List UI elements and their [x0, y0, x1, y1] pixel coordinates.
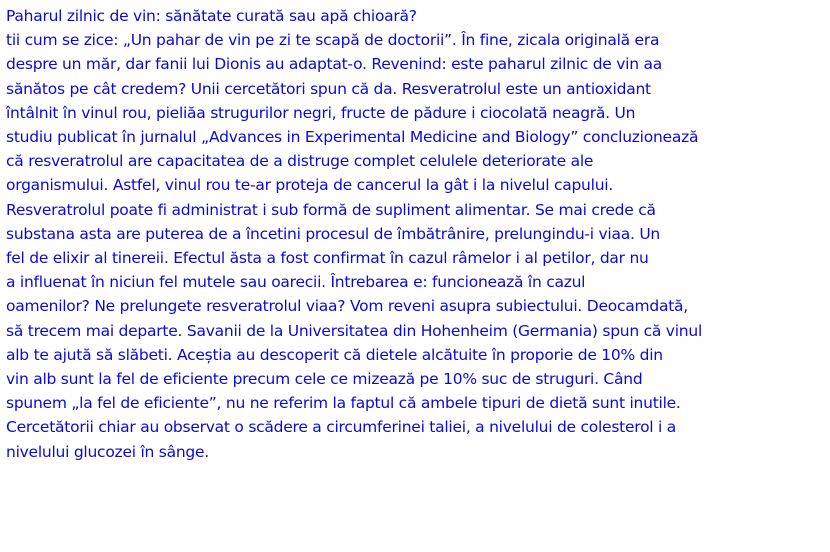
text-line: organismului. Astfel, vinul rou te-ar proteja de cancerul la gât i la nivelul capului.: [6, 176, 613, 195]
text-line: studiu publicat în jurnalul „Advances in Experimental Medicine and Biology” concluzionează: [6, 128, 699, 147]
article-title: Paharul zilnic de vin: sănătate curată sau apă chioară?: [6, 7, 417, 25]
article-body: [6, 4, 826, 464]
text-line: substana asta are puterea de a încetini procesul de îmbătrânire, prelungindu-i viaa. Un: [6, 224, 660, 243]
text-line: Resveratrolul poate fi administrat i sub formă de supliment alimentar. Se mai crede că: [6, 200, 656, 219]
text-line: Cercetătorii chiar au observat o scădere a circumferinei taliei, a nivelului de colesterol i a: [6, 418, 677, 437]
text-line: să trecem mai departe. Savanii de la Universitatea din Hohenheim (Germania) spun că vinul: [6, 321, 702, 340]
text-line: despre un măr, dar fanii lui Dionis au adaptat-o. Revenind: este paharul zilnic de vin aa: [6, 55, 662, 74]
text-line: oamenilor? Ne prelungete resveratrolul viaa? Vom reveni asupra subiectului. Deocamdată,: [6, 297, 688, 316]
text-line: fel de elixir al tinereii. Efectul ăsta a fost confirmat în cazul râmelor i al petilor, dar nu: [6, 249, 649, 268]
text-line: nivelului glucozei în sânge.: [6, 442, 209, 461]
text-line: a influenat în niciun fel mutele sau oarecii. Întrebarea e: funcionează în cazul: [6, 273, 586, 292]
text-line: tii cum se zice: „Un pahar de vin pe zi te scapă de doctorii”. În fine, zicala originală era: [6, 31, 660, 50]
text-line: întâlnit în vinul rou, pieliăa strugurilor negri, fructe de pădure i ciocolată neagră. Un: [6, 103, 636, 122]
text-line: alb te ajută să slăbeti. Aceștia au descoperit că dietele alcătuite în proporie de 10% din: [6, 345, 663, 364]
text-line: sănătos pe cât credem? Unii cercetători spun că da. Resveratrolul este un antioxidant: [6, 79, 651, 98]
text-line: vin alb sunt la fel de eficiente precum cele ce mizează pe 10% suc de struguri. Când: [6, 370, 643, 389]
text-line: că resveratrolul are capacitatea de a distruge complet celulele deteriorate ale: [6, 152, 594, 171]
text-line: spunem „la fel de eficiente”, nu ne referim la faptul că ambele tipuri de dietă sunt inutile.: [6, 394, 681, 413]
